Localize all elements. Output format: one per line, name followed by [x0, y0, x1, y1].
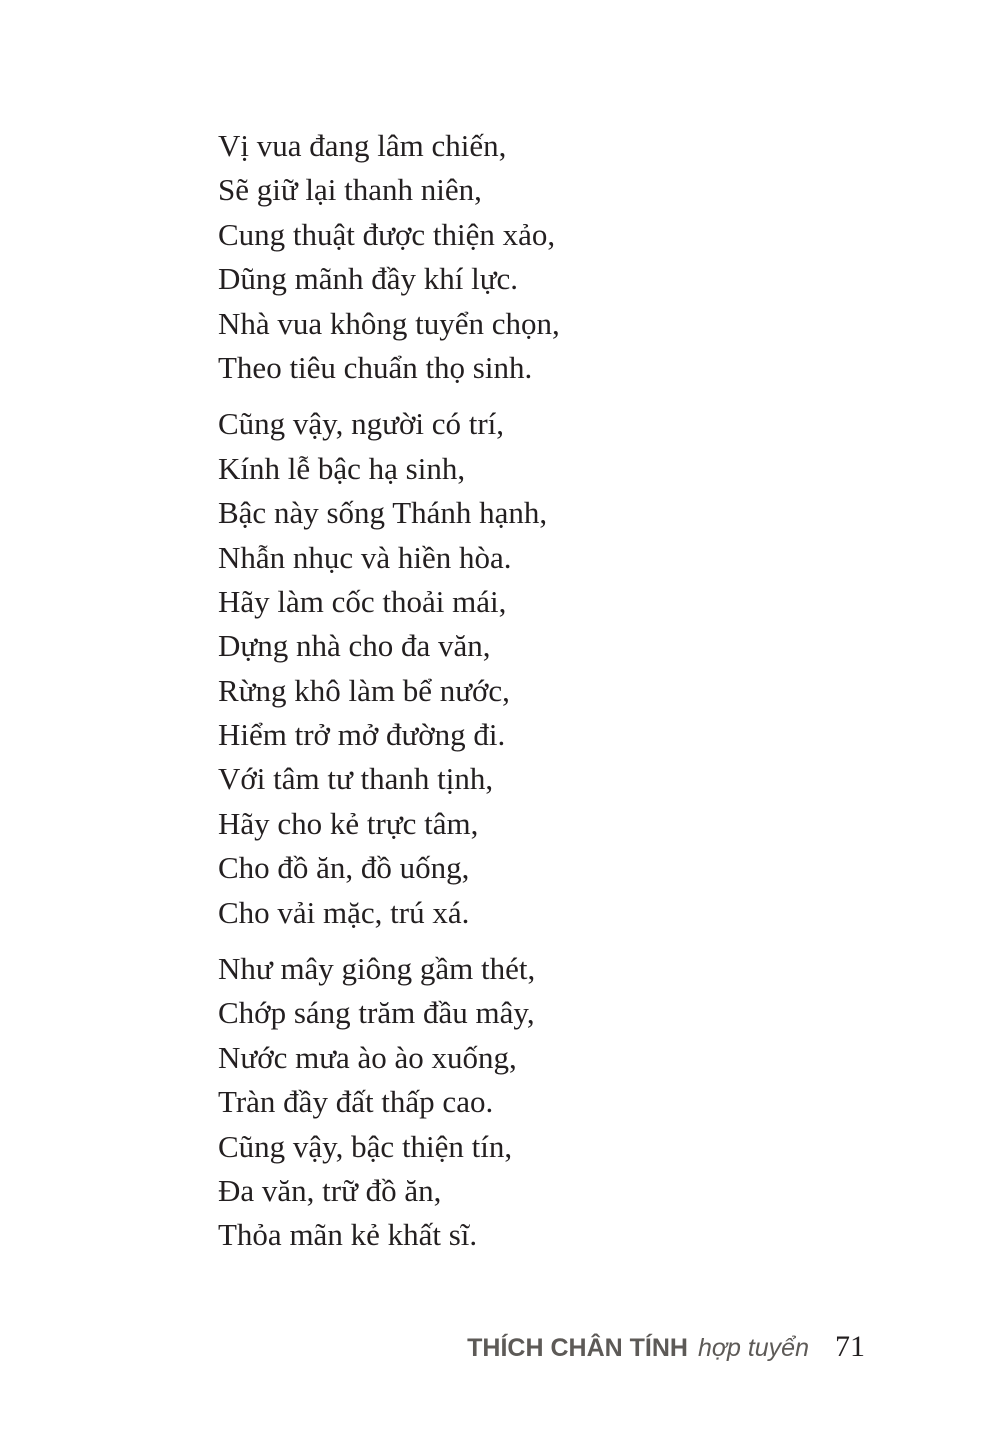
page-number: 71 [835, 1330, 865, 1363]
poem-line: Nhẫn nhục và hiền hòa. [218, 539, 512, 575]
footer-book-title: THÍCH CHÂN TÍNH [467, 1334, 688, 1362]
poem-line: Cung thuật được thiện xảo, [218, 216, 556, 252]
poem-line: Vị vua đang lâm chiến, [218, 128, 507, 163]
poem-line: Cho đồ ăn, đồ uống, [218, 850, 470, 886]
poem-line: Cũng vậy, bậc thiện tín, [218, 1128, 513, 1164]
poem-line: Hãy làm cốc thoải mái, [218, 583, 507, 619]
poem-line: Dựng nhà cho đa văn, [218, 628, 491, 664]
poem-line: Đa văn, trữ đồ ăn, [218, 1172, 442, 1208]
poem-line: Cũng vậy, người có trí, [218, 406, 505, 442]
poem-line: Hãy cho kẻ trực tâm, [218, 805, 479, 841]
poem-line: Nhà vua không tuyển chọn, [218, 305, 560, 341]
poem [218, 124, 560, 1258]
poem-line: Sẽ giữ lại thanh niên, [218, 172, 482, 208]
poem-line: Cho vải mặc, trú xá. [218, 894, 470, 930]
stanza-3 [218, 947, 560, 1258]
poem-line: Theo tiêu chuẩn thọ sinh. [218, 349, 533, 385]
stanza-1 [218, 124, 560, 390]
poem-line: Như mây giông gầm thét, [218, 951, 536, 987]
footer-book-subtitle: hợp tuyển [697, 1334, 809, 1362]
poem-line: Kính lễ bậc hạ sinh, [218, 450, 466, 486]
stanza-2 [218, 402, 560, 935]
poem-line: Hiểm trở mở đường đi. [218, 717, 506, 753]
poem-line: Tràn đầy đất thấp cao. [218, 1084, 494, 1120]
page-footer [467, 1325, 865, 1369]
poem-line: Chớp sáng trăm đầu mây, [218, 995, 535, 1031]
poem-line: Nước mưa ào ào xuống, [218, 1039, 517, 1075]
poem-line: Với tâm tư thanh tịnh, [218, 761, 494, 797]
poem-line: Bậc này sống Thánh hạnh, [218, 495, 548, 531]
poem-line: Rừng khô làm bể nước, [218, 672, 510, 708]
poem-line: Thỏa mãn kẻ khất sĩ. [218, 1217, 478, 1253]
poem-line: Dũng mãnh đầy khí lực. [218, 261, 519, 297]
